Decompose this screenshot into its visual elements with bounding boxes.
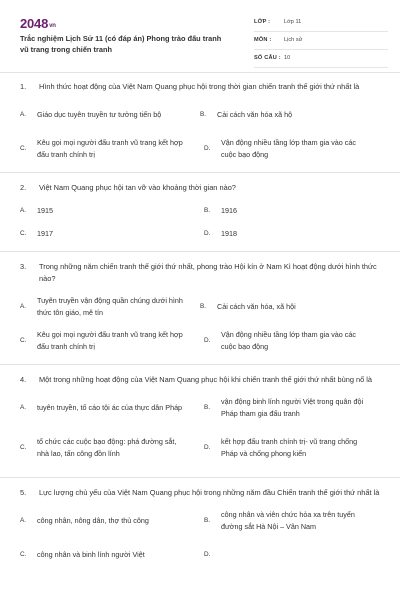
option-text: Vận động nhiều tầng lớp tham gia vào các cuộc bạo động xyxy=(221,138,356,159)
option-row xyxy=(20,425,380,471)
answer-options xyxy=(20,504,380,572)
option-letter: C. xyxy=(20,229,27,237)
option-text: Cải cách văn hóa, xã hội xyxy=(217,302,296,311)
option-text: Cải cách văn hóa xã hộ xyxy=(217,110,293,119)
question-number: 4. xyxy=(20,375,27,384)
question-number: 3. xyxy=(20,262,27,271)
meta-value-count: 10 xyxy=(284,55,291,61)
answer-options xyxy=(20,98,380,166)
quiz-meta xyxy=(254,14,388,68)
option-a[interactable] xyxy=(20,295,192,319)
option-text: 1916 xyxy=(221,205,237,215)
question-text: Lực lượng chủ yếu của Việt Nam Quang phục hội trong những năm đầu Chiến tranh thế giới thứ nhất là xyxy=(39,488,380,497)
question-stem xyxy=(20,374,380,386)
option-row xyxy=(20,324,380,358)
option-text: Tuyên truyền vận động quần chúng dưới hình thức tôn giáo, mê tín xyxy=(37,296,183,317)
option-c[interactable] xyxy=(20,329,196,353)
option-text: công nhân và viên chức hỏa xa trên tuyến đường sắt Hà Nội – Vân Nam xyxy=(221,510,355,531)
meta-value-class: Lớp 11 xyxy=(284,19,302,25)
option-letter: D. xyxy=(204,229,211,237)
option-d[interactable] xyxy=(204,549,380,561)
option-letter: A. xyxy=(20,206,27,214)
option-text: Giáo dục tuyên truyền tư tưởng tiến bộ xyxy=(37,110,162,119)
brand-suffix: vn xyxy=(49,23,56,29)
option-d[interactable] xyxy=(204,137,380,161)
question-5 xyxy=(0,478,400,578)
meta-row-count xyxy=(254,50,388,68)
meta-row-subject xyxy=(254,32,388,50)
meta-row-class xyxy=(254,14,388,32)
question-text: Hình thức hoạt động của Việt Nam Quang phục hội trong thời gian chiến tranh thế giới thứ nhất là xyxy=(39,82,360,91)
option-d[interactable] xyxy=(204,329,380,353)
option-a[interactable] xyxy=(20,515,196,527)
option-row xyxy=(20,132,380,166)
option-a[interactable] xyxy=(20,205,196,217)
brand-name: 2048 xyxy=(20,16,49,31)
option-row xyxy=(20,391,380,425)
option-b[interactable] xyxy=(204,396,380,420)
option-letter: D. xyxy=(204,337,211,344)
option-text: tuyên truyền, tố cáo tội ác của thực dân Pháp xyxy=(37,403,183,412)
option-c[interactable] xyxy=(20,228,196,240)
option-b[interactable] xyxy=(204,509,380,533)
option-text: vận động binh lính người Việt trong quân đội Pháp tham gia đấu tranh xyxy=(221,397,364,418)
option-row xyxy=(20,504,380,538)
meta-label-count: SỐ CÂU : xyxy=(254,55,281,61)
option-b[interactable] xyxy=(204,205,380,217)
page-header xyxy=(0,0,400,73)
page-title: Trắc nghiệm Lịch Sử 11 (có đáp án) Phong trào đấu tranh vũ trang trong chiến tranh xyxy=(20,34,222,54)
option-b[interactable] xyxy=(200,301,380,313)
option-c[interactable] xyxy=(20,436,196,460)
option-letter: B. xyxy=(204,206,211,214)
option-b[interactable] xyxy=(200,109,380,121)
option-a[interactable] xyxy=(20,109,192,121)
question-1 xyxy=(0,72,400,173)
option-letter: A. xyxy=(20,303,27,310)
option-text: Vận động nhiều tầng lớp tham gia vào các cuộc bạo động xyxy=(221,330,356,351)
option-row xyxy=(20,222,380,245)
question-4 xyxy=(0,365,400,478)
answer-options xyxy=(20,391,380,471)
option-text: công nhân, nông dân, thợ thủ công xyxy=(37,516,149,525)
option-letter: C. xyxy=(20,444,27,451)
option-a[interactable] xyxy=(20,402,196,414)
option-d[interactable] xyxy=(204,228,380,240)
meta-label-class: LỚP : xyxy=(254,19,271,25)
option-letter: D. xyxy=(204,444,211,451)
option-letter: C. xyxy=(20,551,27,558)
option-text: công nhân và binh lính người Việt xyxy=(37,550,145,559)
question-list xyxy=(0,72,400,578)
meta-value-subject: Lịch sử xyxy=(284,37,303,43)
question-2 xyxy=(0,173,400,252)
option-letter: B. xyxy=(204,517,211,524)
option-letter: B. xyxy=(200,111,207,118)
option-letter: B. xyxy=(200,303,207,310)
question-text: Một trong những hoạt động của Việt Nam Quang phục hội khi chiến tranh thế giới thứ nhất bùng nổ là xyxy=(39,375,373,384)
question-3 xyxy=(0,252,400,365)
option-row xyxy=(20,290,380,324)
option-letter: C. xyxy=(20,145,27,152)
option-text: Kêu gọi mọi người đấu tranh vũ trang kết hợp đấu tranh chính trị xyxy=(37,330,183,351)
option-text: Kêu gọi mọi người đấu tranh vũ trang kết hợp đấu tranh chính trị xyxy=(37,138,183,159)
question-stem xyxy=(20,182,380,194)
meta-label-subject: MÔN : xyxy=(254,37,272,43)
option-letter: A. xyxy=(20,517,27,524)
option-c[interactable] xyxy=(20,549,196,561)
question-text: Trong những năm chiến tranh thế giới thứ nhất, phong trào Hội kín ở Nam Kì hoạt động dưới hình thức nào? xyxy=(39,262,377,283)
option-row xyxy=(20,98,380,132)
question-number: 2. xyxy=(20,183,27,192)
option-text: 1917 xyxy=(37,228,53,238)
option-text: 1915 xyxy=(37,205,53,215)
option-c[interactable] xyxy=(20,137,196,161)
question-stem xyxy=(20,487,380,499)
option-letter: A. xyxy=(20,404,27,411)
option-letter: D. xyxy=(204,551,211,558)
site-logo[interactable] xyxy=(20,16,56,31)
option-text: tổ chức các cuộc bạo động: phá đường sắt, nhà lao, tấn công đồn lính xyxy=(37,437,177,458)
question-stem xyxy=(20,81,380,93)
option-letter: A. xyxy=(20,111,27,118)
question-number: 5. xyxy=(20,488,27,497)
question-text: Việt Nam Quang phục hội tan vỡ vào khoảng thời gian nào? xyxy=(39,183,236,192)
question-number: 1. xyxy=(20,82,27,91)
answer-options xyxy=(20,199,380,245)
option-letter: C. xyxy=(20,337,27,344)
option-row xyxy=(20,199,380,222)
question-stem xyxy=(20,261,380,285)
option-text: kết hợp đấu tranh chính trị- vũ trang chống Pháp và chống phong kiến xyxy=(221,437,358,458)
option-row xyxy=(20,538,380,572)
option-text: 1918 xyxy=(221,228,237,238)
answer-options xyxy=(20,290,380,358)
option-letter: D. xyxy=(204,145,211,152)
option-letter: B. xyxy=(204,404,211,411)
option-d[interactable] xyxy=(204,436,380,460)
